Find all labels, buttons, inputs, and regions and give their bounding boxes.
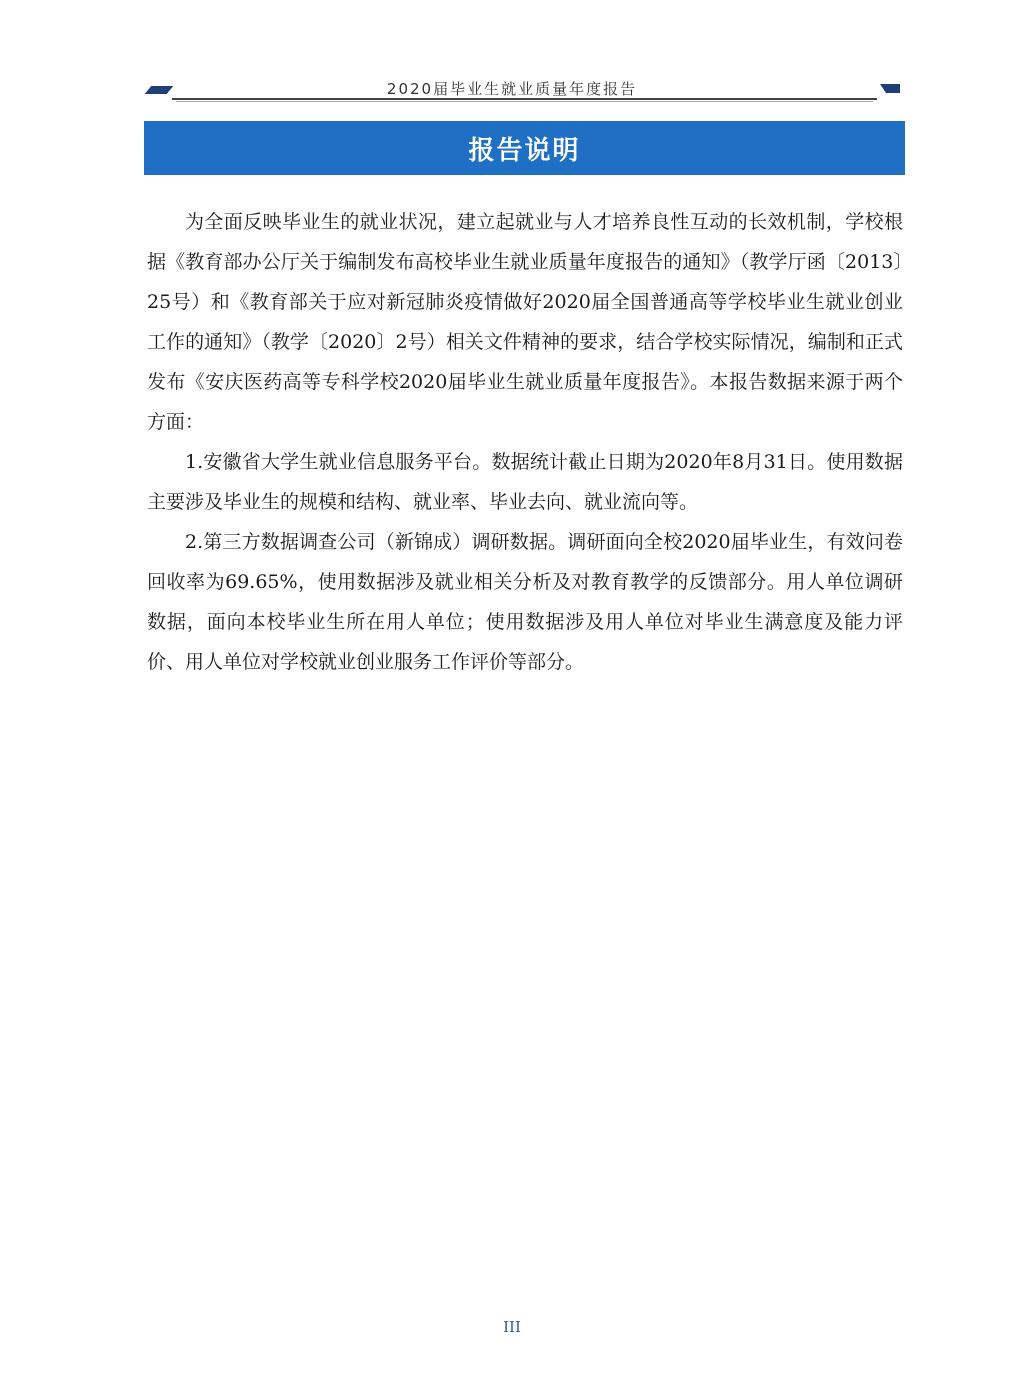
paragraph-source-2: 2.第三方数据调查公司（新锦成）调研数据。调研面向全校2020届毕业生，有效问卷回收率为69.65%，使用数据涉及就业相关分析及对教育教学的反馈部分。用人单位调研数据，面向本校毕业生所在用人单位；使用数据涉及用人单位对毕业生满意度及能力评价、用人单位对学校就业创业服务工作评价等部分。 (147, 531, 903, 673)
page-header (0, 70, 1024, 110)
report-body (147, 202, 903, 682)
paragraph-intro: 为全面反映毕业生的就业状况，建立起就业与人才培养良性互动的长效机制，学校根据《教育部办公厅关于编制发布高校毕业生就业质量年度报告的通知》（教学厅函〔2013〕25号）和《教育部关于应对新冠肺炎疫情做好2020届全国普通高等学校毕业生就业创业工作的通知》（教学〔2020〕2号）相关文件精神的要求，结合学校实际情况，编制和正式发布《安庆医药高等专科学校2020届毕业生就业质量年度报告》。本报告数据来源于两个方面： (147, 211, 903, 433)
header-title: 2020届毕业生就业质量年度报告 (386, 80, 638, 98)
paragraph-source-1: 1.安徽省大学生就业信息服务平台。数据统计截止日期为2020年8月31日。使用数据主要涉及毕业生的规模和结构、就业率、毕业去向、就业流向等。 (147, 451, 903, 513)
section-title-banner (144, 121, 905, 175)
section-title: 报告说明 (468, 135, 581, 166)
page-number: III (503, 1318, 521, 1336)
header-rule (172, 98, 877, 100)
header-rule-shadow (176, 101, 873, 102)
